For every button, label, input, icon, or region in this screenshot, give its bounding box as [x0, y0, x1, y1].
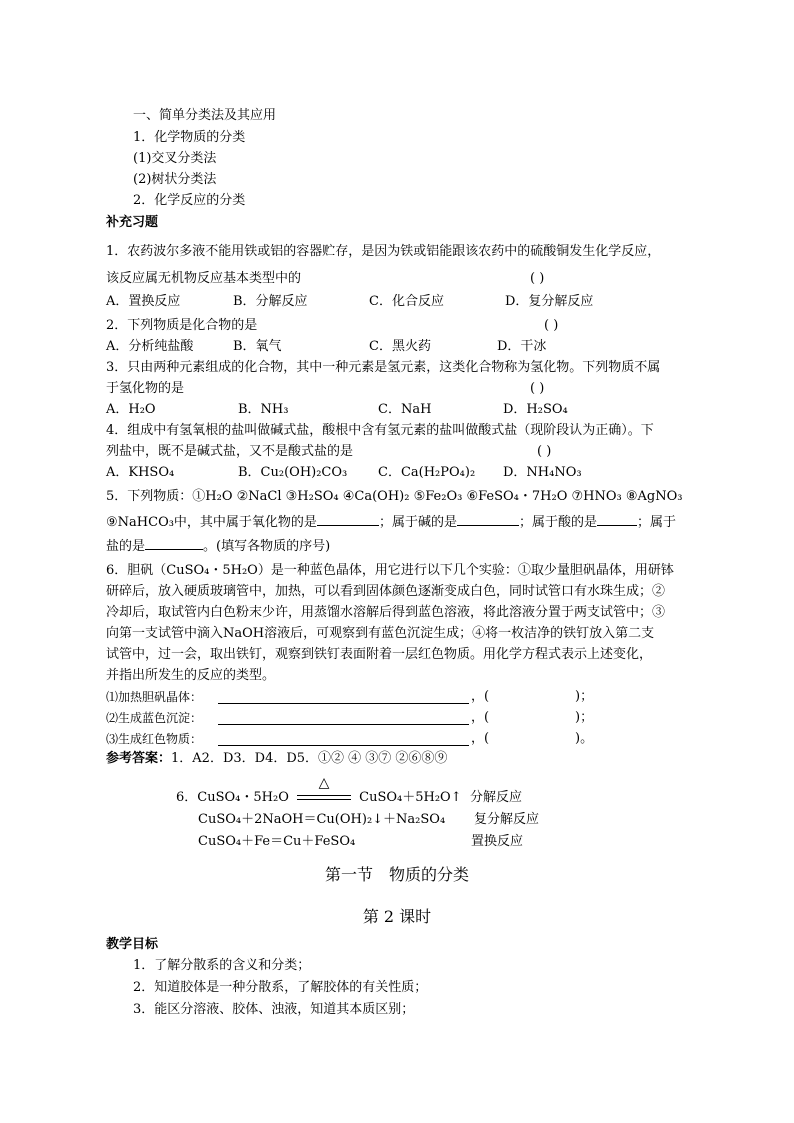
q3-stem-line1: 3．只由两种元素组成的化合物，其中一种元素是氢元素，这类化合物称为氢化物。下列物质不属 — [106, 360, 661, 375]
q4-option-b: B．Cu₂(OH)₂CO₃ — [238, 465, 348, 480]
outline-item-1b: (2)树状分类法 — [133, 172, 217, 187]
q3-stem-line2: 于氢化物的是 — [106, 381, 185, 396]
equals-line-bottom — [297, 799, 351, 800]
answer-eq1-products: CuSO₄＋5H₂O↑ — [359, 790, 462, 805]
q3-option-a: A．H₂O — [106, 402, 156, 417]
q1-option-d: D．复分解反应 — [505, 294, 594, 309]
q6-sub1-paren-close: )； — [575, 689, 594, 704]
q2-option-b: B．氧气 — [233, 339, 282, 354]
heat-triangle-icon: △ — [318, 774, 330, 791]
q6-line2: 研碎后，放入硬质玻璃管中，加热，可以看到固体颜色逐渐变成白色，同时试管口有水珠生成；② — [106, 584, 666, 599]
objective-item-3: 3．能区分溶液、胶体、浊液，知道其本质区别； — [133, 1002, 415, 1017]
outline-heading-1: 一、简单分类法及其应用 — [133, 108, 277, 123]
q4-stem-line1: 4．组成中有氢氧根的盐叫做碱式盐，酸根中含有氢元素的盐叫做酸式盐（现阶段认为正确）。下 — [106, 423, 654, 438]
q6-sub2-paren-close: )； — [575, 710, 594, 725]
q5-acid-label: ；属于酸的是 — [518, 515, 597, 530]
q1-option-c: C．化合反应 — [369, 294, 444, 309]
answer-eq3: CuSO₄＋Fe＝Cu＋FeSO₄ — [198, 834, 356, 849]
q6-sub2-label: ⑵生成蓝色沉淀： — [106, 711, 203, 725]
q3-answer-paren: ( ) — [530, 381, 545, 396]
answer-eq1-number: 6． — [176, 790, 198, 805]
objectives-title: 教学目标 — [106, 937, 159, 952]
q6-sub3-paren-open: ，( — [471, 731, 490, 746]
q6-line4: 向第一支试管中滴入NaOH溶液后，可观察到有蓝色沉淀生成；④将一枚洁净的铁钉放入第二支 — [106, 626, 655, 641]
q5-line1: 5．下列物质：①H₂O ②NaCl ③H₂SO₄ ④Ca(OH)₂ ⑤Fe₂O₃ ⑥FeSO₄・7H₂O ⑦HNO₃ ⑧AgNO₃ — [106, 489, 683, 504]
q5-base-label: ；属于碱的是 — [378, 515, 457, 530]
objective-item-2: 2．知道胶体是一种分散系，了解胶体的有关性质； — [133, 980, 428, 995]
q1-option-b: B．分解反应 — [233, 294, 308, 309]
answer-eq1 — [176, 774, 462, 806]
q3-option-d: D．H₂SO₄ — [503, 402, 568, 417]
outline-item-2: 2．化学反应的分类 — [133, 193, 246, 208]
q2-option-c: C．黑火药 — [369, 339, 431, 354]
q1-stem-line1: 1．农药波尔多液不能用铁或铝的容器贮存，是因为铁或铝能跟该农药中的硫酸铜发生化学反应， — [106, 244, 661, 259]
q6-sub1-paren-open: ，( — [471, 689, 490, 704]
q5-salt-label: 盐的是 — [106, 539, 146, 554]
q4-stem-line2: 列盐中，既不是碱式盐，又不是酸式盐的是 — [106, 444, 354, 459]
answer-eq1-reactant: CuSO₄・5H₂O — [197, 790, 289, 805]
q2-option-a: A．分析纯盐酸 — [106, 339, 194, 354]
q6-sub3-equation-blank[interactable] — [218, 731, 469, 746]
q5-instruction: 。(填写各物质的序号) — [203, 539, 331, 554]
answer-eq1-type: 分解反应 — [470, 790, 523, 805]
q4-option-a: A．KHSO₄ — [106, 465, 175, 480]
q6-sub2-paren-open: ，( — [471, 710, 490, 725]
answers-text: 1．A2．D3．D4．D5．①② ④ ③⑦ ②⑥⑧⑨ — [171, 751, 448, 766]
q6-sub2-equation-blank[interactable] — [218, 710, 469, 725]
q3-option-c: C．NaH — [378, 402, 432, 417]
q1-stem-line2: 该反应属无机物反应基本类型中的 — [106, 271, 302, 286]
section-title: 第一节 物质的分类 — [324, 865, 469, 884]
q4-option-d: D．NH₄NO₃ — [503, 465, 582, 480]
q1-answer-paren: ( ) — [530, 271, 545, 286]
q5-oxide-blank[interactable] — [317, 513, 379, 526]
lesson-title: 第 2 课时 — [362, 907, 432, 926]
answers-label: 参考答案： — [106, 751, 172, 766]
heating-condition-arrow — [297, 774, 351, 805]
q6-line6: 并指出所发生的反应的类型。 — [106, 668, 276, 683]
q6-line5: 试管中，过一会，取出铁钉，观察到铁钉表面附着一层红色物质。用化学方程式表示上述变化， — [106, 647, 653, 662]
q2-answer-paren: ( ) — [544, 318, 559, 333]
answer-eq3-type: 置换反应 — [471, 834, 524, 849]
q3-option-b: B．NH₃ — [238, 402, 289, 417]
q2-stem: 2．下列物质是化合物的是 — [106, 318, 258, 333]
equals-line-top — [297, 795, 351, 796]
q6-line3: 冷却后，取试管内白色粉末少许，用蒸馏水溶解后得到蓝色溶液，将此溶液分置于两支试管中；③ — [106, 605, 666, 620]
q1-option-a: A．置换反应 — [106, 294, 181, 309]
q6-sub3-paren-close: )。 — [575, 731, 594, 746]
q5-salt-blank[interactable] — [145, 537, 203, 550]
q4-option-c: C．Ca(H₂PO₄)₂ — [378, 465, 476, 480]
q6-sub3-label: ⑶生成红色物质： — [106, 732, 203, 746]
exercises-title: 补充习题 — [106, 215, 159, 230]
answer-eq2: CuSO₄＋2NaOH＝Cu(OH)₂↓＋Na₂SO₄ — [198, 812, 446, 827]
q2-option-d: D．干冰 — [497, 339, 547, 354]
q6-line1: 6．胆矾（CuSO₄・5H₂O）是一种蓝色晶体，用它进行以下几个实验：①取少量胆矾晶体，用研钵 — [106, 563, 674, 578]
answer-eq2-type: 复分解反应 — [474, 812, 540, 827]
q4-answer-paren: ( ) — [537, 444, 552, 459]
answers-line — [106, 751, 447, 767]
objective-item-1: 1．了解分散系的含义和分类； — [133, 958, 311, 973]
q5-oxide-label: ⑨NaHCO₃中，其中属于氧化物的是 — [106, 515, 317, 530]
q5-salt-prefix: ；属于 — [636, 515, 676, 530]
q5-base-blank[interactable] — [457, 513, 519, 526]
outline-item-1a: (1)交叉分类法 — [133, 151, 217, 166]
q5-acid-blank[interactable] — [597, 513, 637, 526]
outline-item-1: 1．化学物质的分类 — [133, 130, 246, 145]
q6-sub1-equation-blank[interactable] — [218, 689, 469, 704]
q5-line3 — [106, 537, 330, 555]
q6-sub1-label: ⑴加热胆矾晶体： — [106, 690, 203, 704]
q5-line2 — [106, 513, 676, 531]
